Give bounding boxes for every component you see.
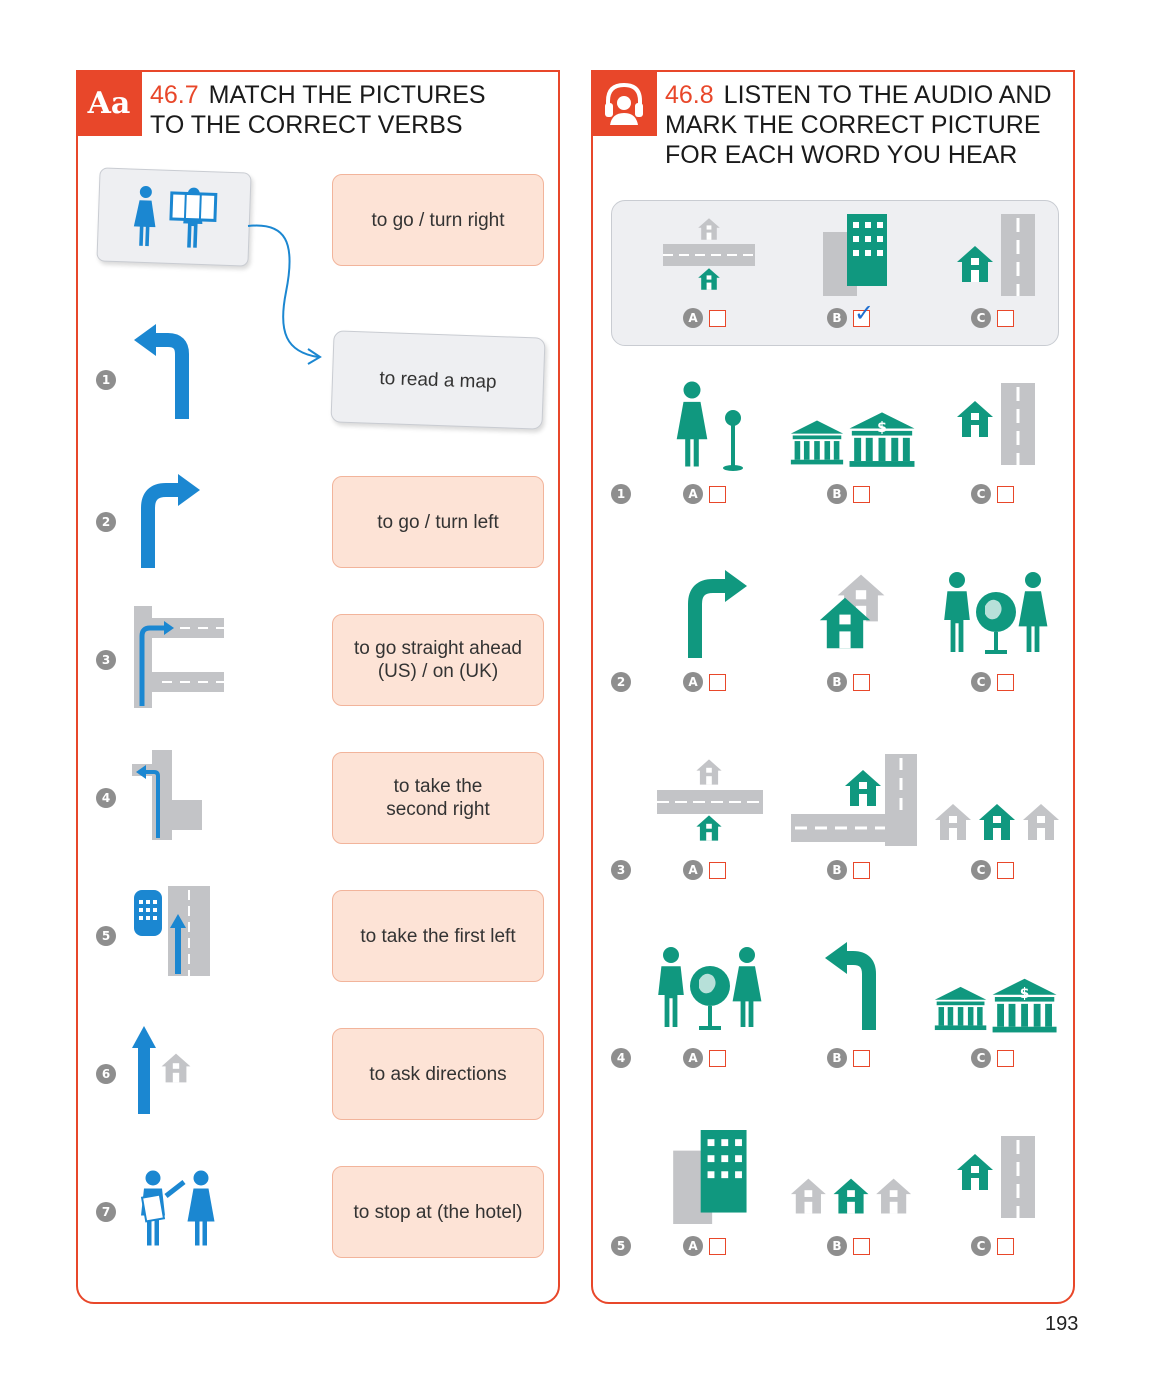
checkbox[interactable] [709, 1238, 726, 1255]
asking-directions-icon [134, 1162, 226, 1254]
house-by-road-icon [955, 376, 1039, 472]
person-with-sign-icon [673, 376, 749, 472]
row2-option-c[interactable]: C [971, 672, 1014, 692]
listening-badge [591, 70, 657, 136]
checkbox[interactable] [853, 1050, 870, 1067]
checkbox [997, 310, 1014, 327]
people-with-globe-icon [655, 940, 765, 1034]
phrase-box-second-right[interactable]: to take the second right [332, 752, 544, 844]
row5-option-a[interactable]: A [683, 1236, 726, 1256]
exercise-number: 46.7 [150, 81, 199, 109]
second-left-road-icon [132, 750, 204, 840]
people-with-globe-icon [941, 566, 1051, 658]
row3-option-b[interactable]: B [827, 860, 870, 880]
svg-text:$: $ [877, 420, 887, 436]
checkbox[interactable] [997, 486, 1014, 503]
row4-option-b[interactable]: B [827, 1048, 870, 1068]
row-of-houses-icon [933, 796, 1061, 848]
house-by-road-icon [955, 1130, 1039, 1224]
phrase-box-first-left[interactable]: to take the first left [332, 890, 544, 982]
turn-left-arrow-icon [132, 324, 202, 424]
checkbox-checked [853, 298, 875, 327]
headphones-icon [602, 81, 646, 125]
straight-past-house-icon [132, 1024, 202, 1116]
row-number-5: 5 [611, 1236, 631, 1256]
row3-option-a[interactable]: A [683, 860, 726, 880]
checkbox[interactable] [997, 862, 1014, 879]
checkbox[interactable] [709, 486, 726, 503]
row3-option-c[interactable]: C [971, 860, 1014, 880]
row4-option-c[interactable]: C [971, 1048, 1014, 1068]
checkbox[interactable] [853, 674, 870, 691]
bank-buildings-icon [933, 976, 1061, 1036]
first-right-road-icon [132, 606, 224, 708]
exercise-46-8-title: 46.8 LISTEN TO THE AUDIO AND MARK THE CORRECT PICTURE FOR EACH WORD YOU HEAR [665, 81, 1052, 169]
phrase-box-straight-ahead[interactable]: to go straight ahead (US) / on (UK) [332, 614, 544, 706]
exercise-number: 46.8 [665, 81, 714, 109]
example-read-map-picture [96, 167, 251, 266]
item-number-6: 6 [96, 1064, 116, 1084]
row4-option-a[interactable]: A [683, 1048, 726, 1068]
buildings-icon [673, 1130, 749, 1224]
item-number-5: 5 [96, 926, 116, 946]
house-by-road-icon [955, 214, 1039, 296]
row-number-2: 2 [611, 672, 631, 692]
example-connector-line [246, 222, 326, 372]
row-number-3: 3 [611, 860, 631, 880]
row2-option-a[interactable]: A [683, 672, 726, 692]
phrase-box-stop-at-hotel[interactable]: to stop at (the hotel) [332, 1166, 544, 1258]
checkbox[interactable] [853, 1238, 870, 1255]
row-number-4: 4 [611, 1048, 631, 1068]
checkbox[interactable] [709, 1050, 726, 1067]
row1-option-a[interactable]: A [683, 484, 726, 504]
straight-to-hotel-icon [132, 886, 212, 976]
example-option-a: A [683, 308, 726, 328]
row5-option-b[interactable]: B [827, 1236, 870, 1256]
item-number-1: 1 [96, 370, 116, 390]
turn-right-arrow-icon [134, 470, 204, 570]
phrase-box-read-map-example: to read a map [330, 330, 545, 429]
phrase-box-turn-left[interactable]: to go / turn left [332, 476, 544, 568]
checkbox[interactable] [709, 862, 726, 879]
corner-house-icon [791, 754, 919, 846]
checkbox [709, 310, 726, 327]
svg-text:$: $ [1019, 986, 1030, 1003]
row2-option-b[interactable]: B [827, 672, 870, 692]
checkbox[interactable] [853, 862, 870, 879]
turn-left-arrow-icon [823, 940, 887, 1032]
row5-option-c[interactable]: C [971, 1236, 1014, 1256]
row1-option-c[interactable]: C [971, 484, 1014, 504]
checkbox[interactable] [853, 486, 870, 503]
turn-right-arrow-icon [681, 568, 751, 660]
example-option-b: B ✓ [827, 308, 870, 328]
phrase-box-ask-directions[interactable]: to ask directions [332, 1028, 544, 1120]
buildings-icon [823, 214, 889, 296]
houses-icon [817, 566, 889, 658]
item-number-7: 7 [96, 1202, 116, 1222]
row1-option-b[interactable]: B [827, 484, 870, 504]
exercise-46-7-panel [76, 70, 560, 1304]
example-option-c: C [971, 308, 1014, 328]
item-number-3: 3 [96, 650, 116, 670]
row-number-1: 1 [611, 484, 631, 504]
checkbox[interactable] [997, 1050, 1014, 1067]
item-number-2: 2 [96, 512, 116, 532]
phrase-box-turn-right[interactable]: to go / turn right [332, 174, 544, 266]
row-of-houses-icon [789, 1170, 913, 1222]
bank-buildings-icon [789, 410, 919, 470]
crossroads-icon [663, 214, 755, 296]
vocabulary-badge: Aa [76, 70, 142, 136]
exercise-46-7-title: 46.7 MATCH THE PICTURES TO THE CORRECT VERBS [150, 81, 486, 139]
checkmark-icon: ✓ [854, 298, 875, 327]
people-reading-map-icon [97, 168, 250, 265]
checkbox[interactable] [997, 1238, 1014, 1255]
page-number: 193 [1045, 1313, 1079, 1335]
crossroads-icon [657, 754, 763, 846]
checkbox[interactable] [709, 674, 726, 691]
exercise-46-8-panel [591, 70, 1075, 1304]
checkbox[interactable] [997, 674, 1014, 691]
item-number-4: 4 [96, 788, 116, 808]
